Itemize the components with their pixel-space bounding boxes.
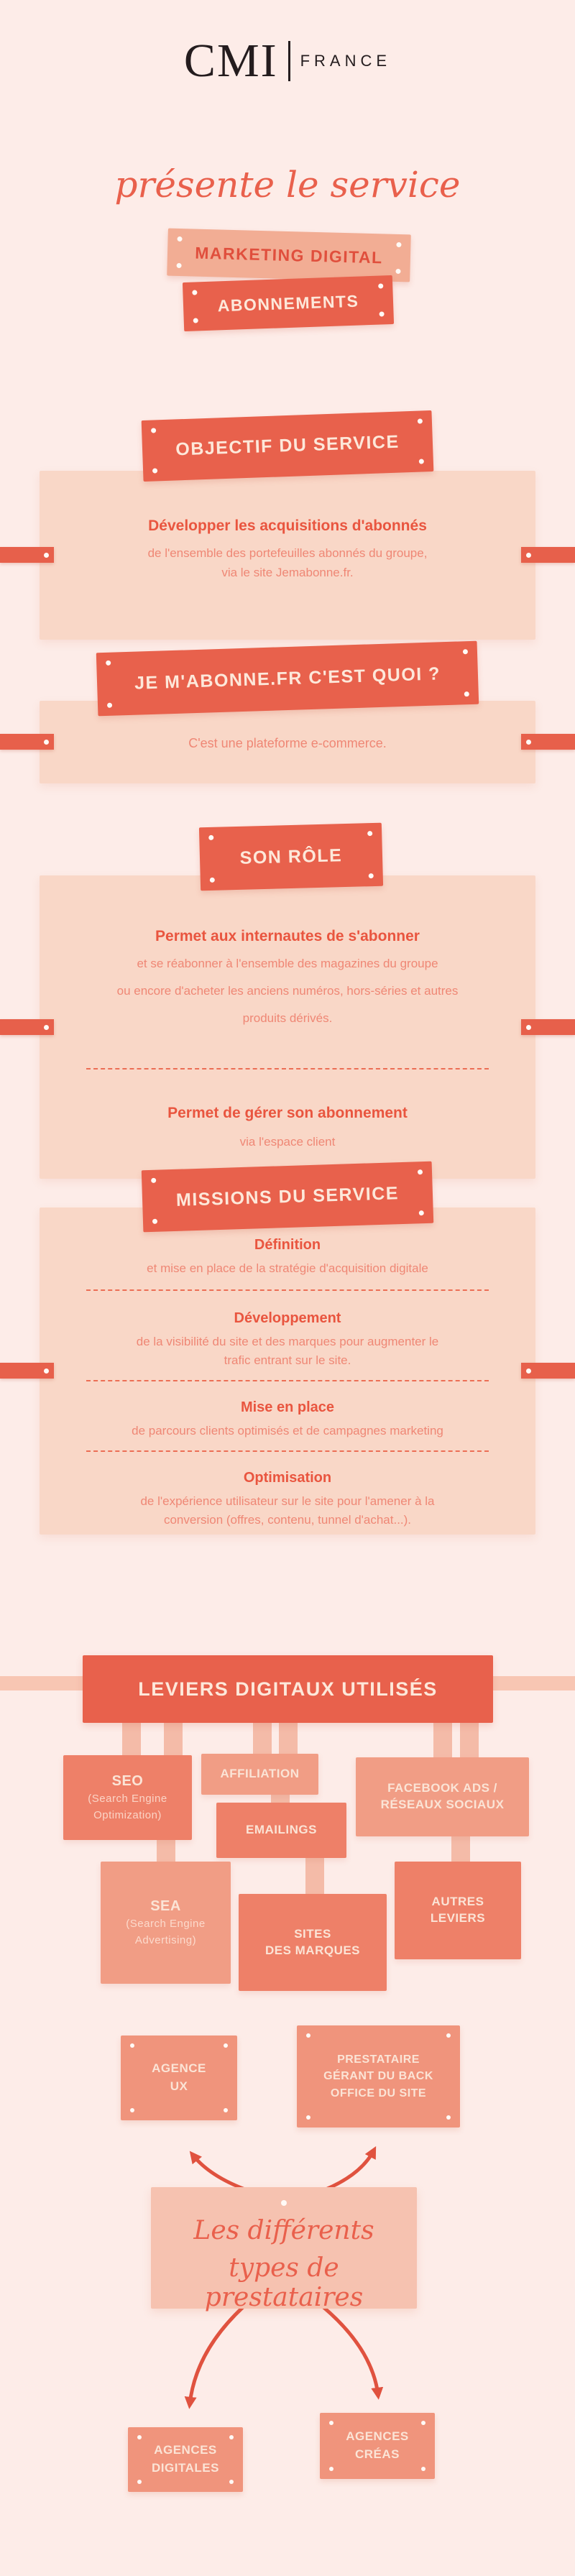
mission-body: de l'expérience utilisateur sur le site pour l'amener à la <box>140 1494 435 1508</box>
emailings-label: EMAILINGS <box>246 1823 317 1837</box>
dashed-divider <box>86 1380 489 1381</box>
role-card <box>40 875 535 1179</box>
connector-line <box>164 1723 183 1755</box>
lever-box-autres-leviers <box>395 1862 521 1959</box>
rivet-dot <box>229 2480 234 2484</box>
rivet-dot <box>463 649 468 654</box>
rivet-dot <box>151 428 156 433</box>
rivet-dot <box>224 2108 228 2112</box>
mission-heading: Définition <box>254 1237 321 1253</box>
back-office-label: GÉRANT DU BACK <box>323 2070 433 2083</box>
arrow-to-agences-digitales <box>190 2307 243 2404</box>
mission-body: trafic entrant sur le site. <box>224 1353 351 1367</box>
dashed-divider <box>86 1289 489 1291</box>
lever-box-sites-des-marques <box>239 1894 387 1991</box>
seo-subtitle: Optimization) <box>93 1808 162 1821</box>
rivet-dot <box>419 1210 424 1215</box>
logo-brand: CMI <box>183 34 278 87</box>
rivet-dot <box>464 691 469 696</box>
rivet-dot <box>379 311 384 316</box>
rivet-dot <box>130 2108 134 2112</box>
facebook-label: FACEBOOK ADS / <box>387 1781 497 1795</box>
rivet-dot <box>224 2043 228 2048</box>
seo-subtitle: (Search Engine <box>88 1793 167 1805</box>
seo-title: SEO <box>111 1773 144 1789</box>
affiliation-label: AFFILIATION <box>220 1767 300 1781</box>
rivet-dot <box>526 740 531 745</box>
lever-box-emailings <box>216 1803 346 1858</box>
facebook-label: RÉSEAUX SOCIAUX <box>380 1798 505 1811</box>
dashed-divider <box>86 1068 489 1070</box>
agences-creas-label: AGENCES <box>346 2429 409 2444</box>
rivet-dot <box>210 878 215 883</box>
lever-box-seo <box>63 1755 192 1840</box>
role-banner <box>199 823 383 891</box>
rivet-dot <box>44 553 49 558</box>
rivet-dot <box>329 2467 334 2471</box>
lever-box-sea <box>101 1862 231 1984</box>
sea-title: SEA <box>150 1898 181 1914</box>
connector-line <box>279 1723 298 1754</box>
rivet-dot <box>151 1178 156 1183</box>
role-heading-2: Permet de gérer son abonnement <box>167 1105 408 1121</box>
objectif-heading: Développer les acquisitions d'abonnés <box>148 518 427 534</box>
connector-line <box>122 1723 141 1755</box>
quoi-body: C'est une plateforme e-commerce. <box>188 736 387 750</box>
rivet-dot <box>419 459 424 464</box>
logo-divider <box>288 41 290 81</box>
rivet-dot <box>526 1368 531 1374</box>
mission-body: de parcours clients optimisés et de campagnes marketing <box>132 1424 443 1438</box>
ribbon-tab-left <box>0 1363 54 1379</box>
dashed-divider <box>86 1450 489 1452</box>
rivet-dot <box>177 236 182 242</box>
role-heading-1: Permet aux internautes de s'abonner <box>155 928 420 944</box>
mission-body: de la visibilité du site et des marques pour augmenter le <box>136 1335 439 1348</box>
rivet-dot <box>306 2033 310 2038</box>
logo-suffix: FRANCE <box>300 52 392 70</box>
agences-creas-label: CRÉAS <box>354 2447 400 2461</box>
rivet-dot <box>421 2467 426 2471</box>
role-body-1b: ou encore d'acheter les anciens numéros, hors-séries et autres <box>116 984 459 998</box>
arrow-to-agences-creas <box>323 2307 378 2395</box>
badge-abonnements <box>183 275 394 331</box>
rivet-dot <box>396 242 401 247</box>
ribbon-tab-left <box>0 1019 54 1035</box>
sea-subtitle: (Search Engine <box>126 1918 206 1930</box>
badge-marketing-label: MARKETING DIGITAL <box>194 243 384 267</box>
rivet-dot <box>176 263 181 268</box>
prestataire-box-back-office <box>297 2025 460 2128</box>
mission-heading: Optimisation <box>243 1470 332 1486</box>
mission-heading: Mise en place <box>240 1399 335 1415</box>
rivet-dot <box>130 2043 134 2048</box>
mission-body: conversion (offres, contenu, tunnel d'achat...). <box>163 1513 412 1527</box>
objectif-card <box>40 471 535 640</box>
ribbon-tab-right <box>521 1363 575 1379</box>
role-body-1a: et se réabonner à l'ensemble des magazines du groupe <box>137 957 438 970</box>
ribbon-tab-right <box>521 734 575 750</box>
connector-line <box>305 1857 324 1895</box>
rivet-dot <box>152 468 157 473</box>
leviers-header <box>83 1655 493 1723</box>
agences-digitales-label: DIGITALES <box>152 2461 219 2475</box>
connector-line <box>451 1835 470 1863</box>
mission-body: et mise en place de la stratégie d'acquisition digitale <box>147 1261 428 1275</box>
rivet-dot <box>152 1219 157 1224</box>
objectif-body-1: de l'ensemble des portefeuilles abonnés du groupe, <box>147 546 428 560</box>
rivet-dot <box>418 1169 423 1174</box>
badge-marketing-digital <box>167 229 411 282</box>
prestataires-title: Les différents <box>193 2216 374 2245</box>
ribbon-tab-right <box>521 547 575 563</box>
connector-line <box>157 1839 175 1863</box>
rivet-dot <box>378 283 383 288</box>
connector-line <box>460 1723 479 1757</box>
prestataire-box-agence-ux <box>121 2036 237 2120</box>
ribbon-tab-left <box>0 734 54 750</box>
ribbon-tab-right <box>521 1019 575 1035</box>
rivet-dot <box>306 2115 310 2120</box>
sea-subtitle: Advertising) <box>134 1933 197 1946</box>
prestataires-title: types de prestataires <box>204 2253 364 2312</box>
objectif-banner-label: OBJECTIF DU SERVICE <box>175 431 400 460</box>
leviers-header-label: LEVIERS DIGITAUX UTILISÉS <box>138 1678 438 1700</box>
rivet-dot <box>281 2200 287 2206</box>
rivet-dot <box>526 553 531 558</box>
role-body-2: via l'espace client <box>239 1135 336 1149</box>
mission-heading: Développement <box>234 1310 341 1326</box>
rivet-dot <box>107 703 112 708</box>
intro-script-title: présente le service <box>114 164 461 206</box>
rivet-dot <box>193 318 198 323</box>
rivet-dot <box>526 1025 531 1030</box>
ribbon-tab-left <box>0 547 54 563</box>
rivet-dot <box>44 740 49 745</box>
rivet-dot <box>44 1368 49 1374</box>
quoi-banner <box>96 641 479 717</box>
rivet-dot <box>446 2033 451 2038</box>
rivet-dot <box>106 661 111 666</box>
objectif-body-2: via le site Jemabonne.fr. <box>221 566 354 579</box>
prestataires-title-card <box>151 2187 417 2312</box>
rivet-dot <box>395 269 400 274</box>
rivet-dot <box>369 873 374 878</box>
rivet-dot <box>137 2480 142 2484</box>
back-office-label: OFFICE DU SITE <box>330 2087 427 2099</box>
missions-card <box>40 1208 535 1535</box>
objectif-banner <box>142 410 434 482</box>
lever-box-affiliation <box>201 1754 318 1795</box>
rivet-dot <box>192 290 197 295</box>
autres-label: LEVIERS <box>430 1911 486 1925</box>
rivet-dot <box>446 2115 451 2120</box>
rivet-dot <box>418 418 423 423</box>
agence-ux-label: AGENCE <box>152 2061 206 2076</box>
connector-line <box>253 1723 272 1754</box>
back-office-label: PRESTATAIRE <box>337 2053 420 2066</box>
rivet-dot <box>367 831 372 836</box>
cmi-france-logo <box>0 34 575 87</box>
missions-banner <box>142 1162 434 1233</box>
connector-line <box>433 1723 452 1757</box>
sites-label: DES MARQUES <box>264 1943 361 1957</box>
role-banner-label: SON RÔLE <box>239 845 343 868</box>
autres-label: AUTRES <box>431 1895 484 1909</box>
rivet-dot <box>44 1025 49 1030</box>
missions-banner-label: MISSIONS DU SERVICE <box>175 1182 400 1210</box>
role-body-1c: produits dérivés. <box>242 1011 333 1025</box>
agences-digitales-label: AGENCES <box>154 2443 217 2457</box>
sites-label: SITES <box>294 1926 331 1941</box>
agence-ux-label: UX <box>170 2079 188 2093</box>
quoi-banner-label: JE M'ABONNE.FR C'EST QUOI ? <box>134 663 441 694</box>
badge-abonnements-label: ABONNEMENTS <box>217 291 359 315</box>
rivet-dot <box>208 835 213 840</box>
lever-box-facebook-ads <box>356 1757 529 1836</box>
